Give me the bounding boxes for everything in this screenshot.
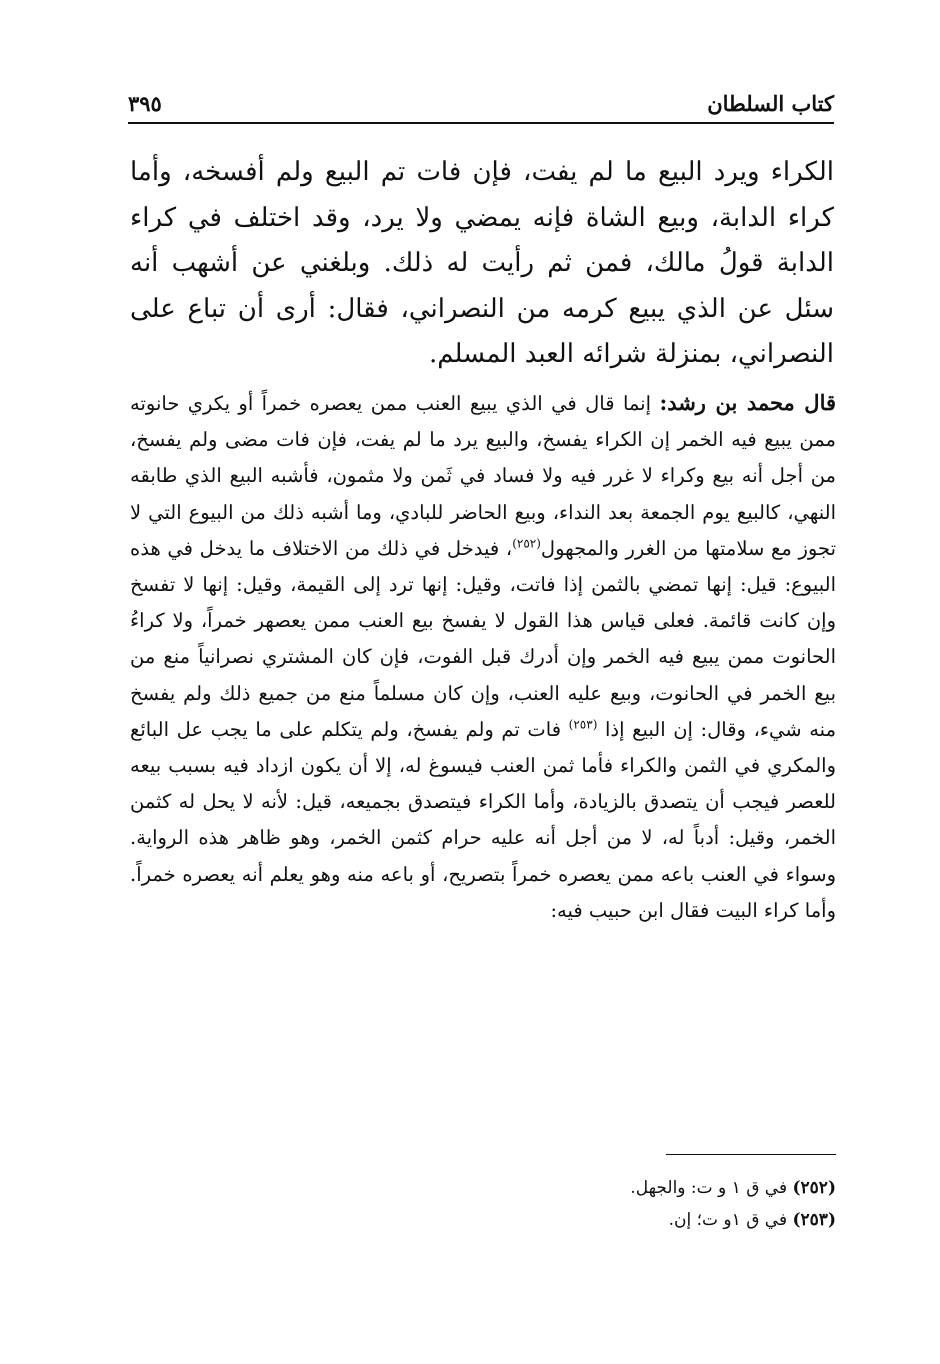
body-paragraph-2 <box>130 385 836 929</box>
book-title: كتاب السلطان <box>707 91 834 116</box>
footnote-separator <box>666 1154 836 1155</box>
paragraph-2-part-b: ، فيدخل في ذلك من الاختلاف ما يدخل في هذه البيوع: قيل: إنها تمضي بالثمن إذا فاتت، وقيل: إنها ترد إلى القيمة، وقيل: إنها لا تفسخ وإن كانت قائمة. فعلى قياس هذا القول لا يفسخ بيع العنب ممن يعصهر خمراً، ولا كراءُ الحانوت ممن يبيع فيه الخمر وإن أدرك قبل الفوت، فإن كان المشتري نصرانياً منع من بيع الخمر في الحانوت، وبيع عليه العنب، وإن كان مسلماً منع من جميع ذلك ولم يفسخ منه شيء، وقال: إن البيع إذا <box>130 536 837 741</box>
running-header <box>128 84 834 116</box>
footnote-number: (٢٥٢) <box>792 1178 836 1198</box>
footnote-text: في ق ١و ت؛ إن. <box>668 1210 788 1230</box>
footnote-reference-252[interactable]: (٢٥٢) <box>512 536 541 551</box>
footnote-text: في ق ١ و ت: والجهل. <box>630 1178 788 1198</box>
page-number: ٣٩٥ <box>128 91 162 116</box>
header-rule <box>128 122 834 124</box>
paragraph-2-part-c: فات تم ولم يفسخ، ولم يتكلم على ما يجب عل البائع والمكري في الثمن والكراء فأما ثمن العنب فيسوغ له، إلا أن يكون ازداد فيه بسبب بيعه للعصر فيجب أن يتصدق بالزيادة، وأما الكراء فيتصدق بجميعه، قيل: لأنه لا يحل له كثمن الخمر، وقيل: أدباً له، لا من أجل أنه عليه حرام كثمن الخمر، وهو ظاهر هذه الرواية. وسواء في العنب باعه ممن يعصره خمراً بتصريح، أو باعه منه وهو يعلم أنه يعصره خمراً. وأما كراء البيت فقال ابن حبيب فيه: <box>130 717 836 922</box>
footnote-reference-253[interactable]: (٢٥٣) <box>568 717 598 732</box>
footnotes <box>130 1172 836 1236</box>
paragraph-2-part-a: إنما قال في الذي يبيع العنب ممن يعصره خمراً أو يكري حانوته ممن يبيع فيه الخمر إن الكراء يفسخ، والبيع يرد ما لم يفت، فإن فات مضى ولم يفسخ، من أجل أنه بيع وكراء لا غرر فيه ولا فساد في ثَمن ولا مثمون، فأشبه البيع الذي طابقه النهي، كالبيع يوم الجمعة بعد النداء، وبيع الحاضر للبادي، وما أشبه ذلك من البيوع التي لا تجوز مع سلامتها من الغرر والمجهول <box>130 392 837 560</box>
footnote-253 <box>130 1204 836 1236</box>
footnote-number: (٢٥٣) <box>792 1210 836 1230</box>
footnote-252 <box>130 1172 836 1204</box>
speaker-attribution: قال محمد بن رشد: <box>659 390 837 415</box>
body-paragraph-1: الكراء ويرد البيع ما لم يفت، فإن فات تم البيع ولم أفسخه، وأما كراء الدابة، وبيع الشاة فإنه يمضي ولا يرد، وقد اختلف في كراء الدابة قولُ مالك، فمن ثم رأيت له ذلك. وبلغني عن أشهب أنه سئل عن الذي يبيع كرمه من النصراني، فقال: أرى أن تباع على النصراني، بمنزلة شرائه العبد المسلم. <box>130 157 834 369</box>
